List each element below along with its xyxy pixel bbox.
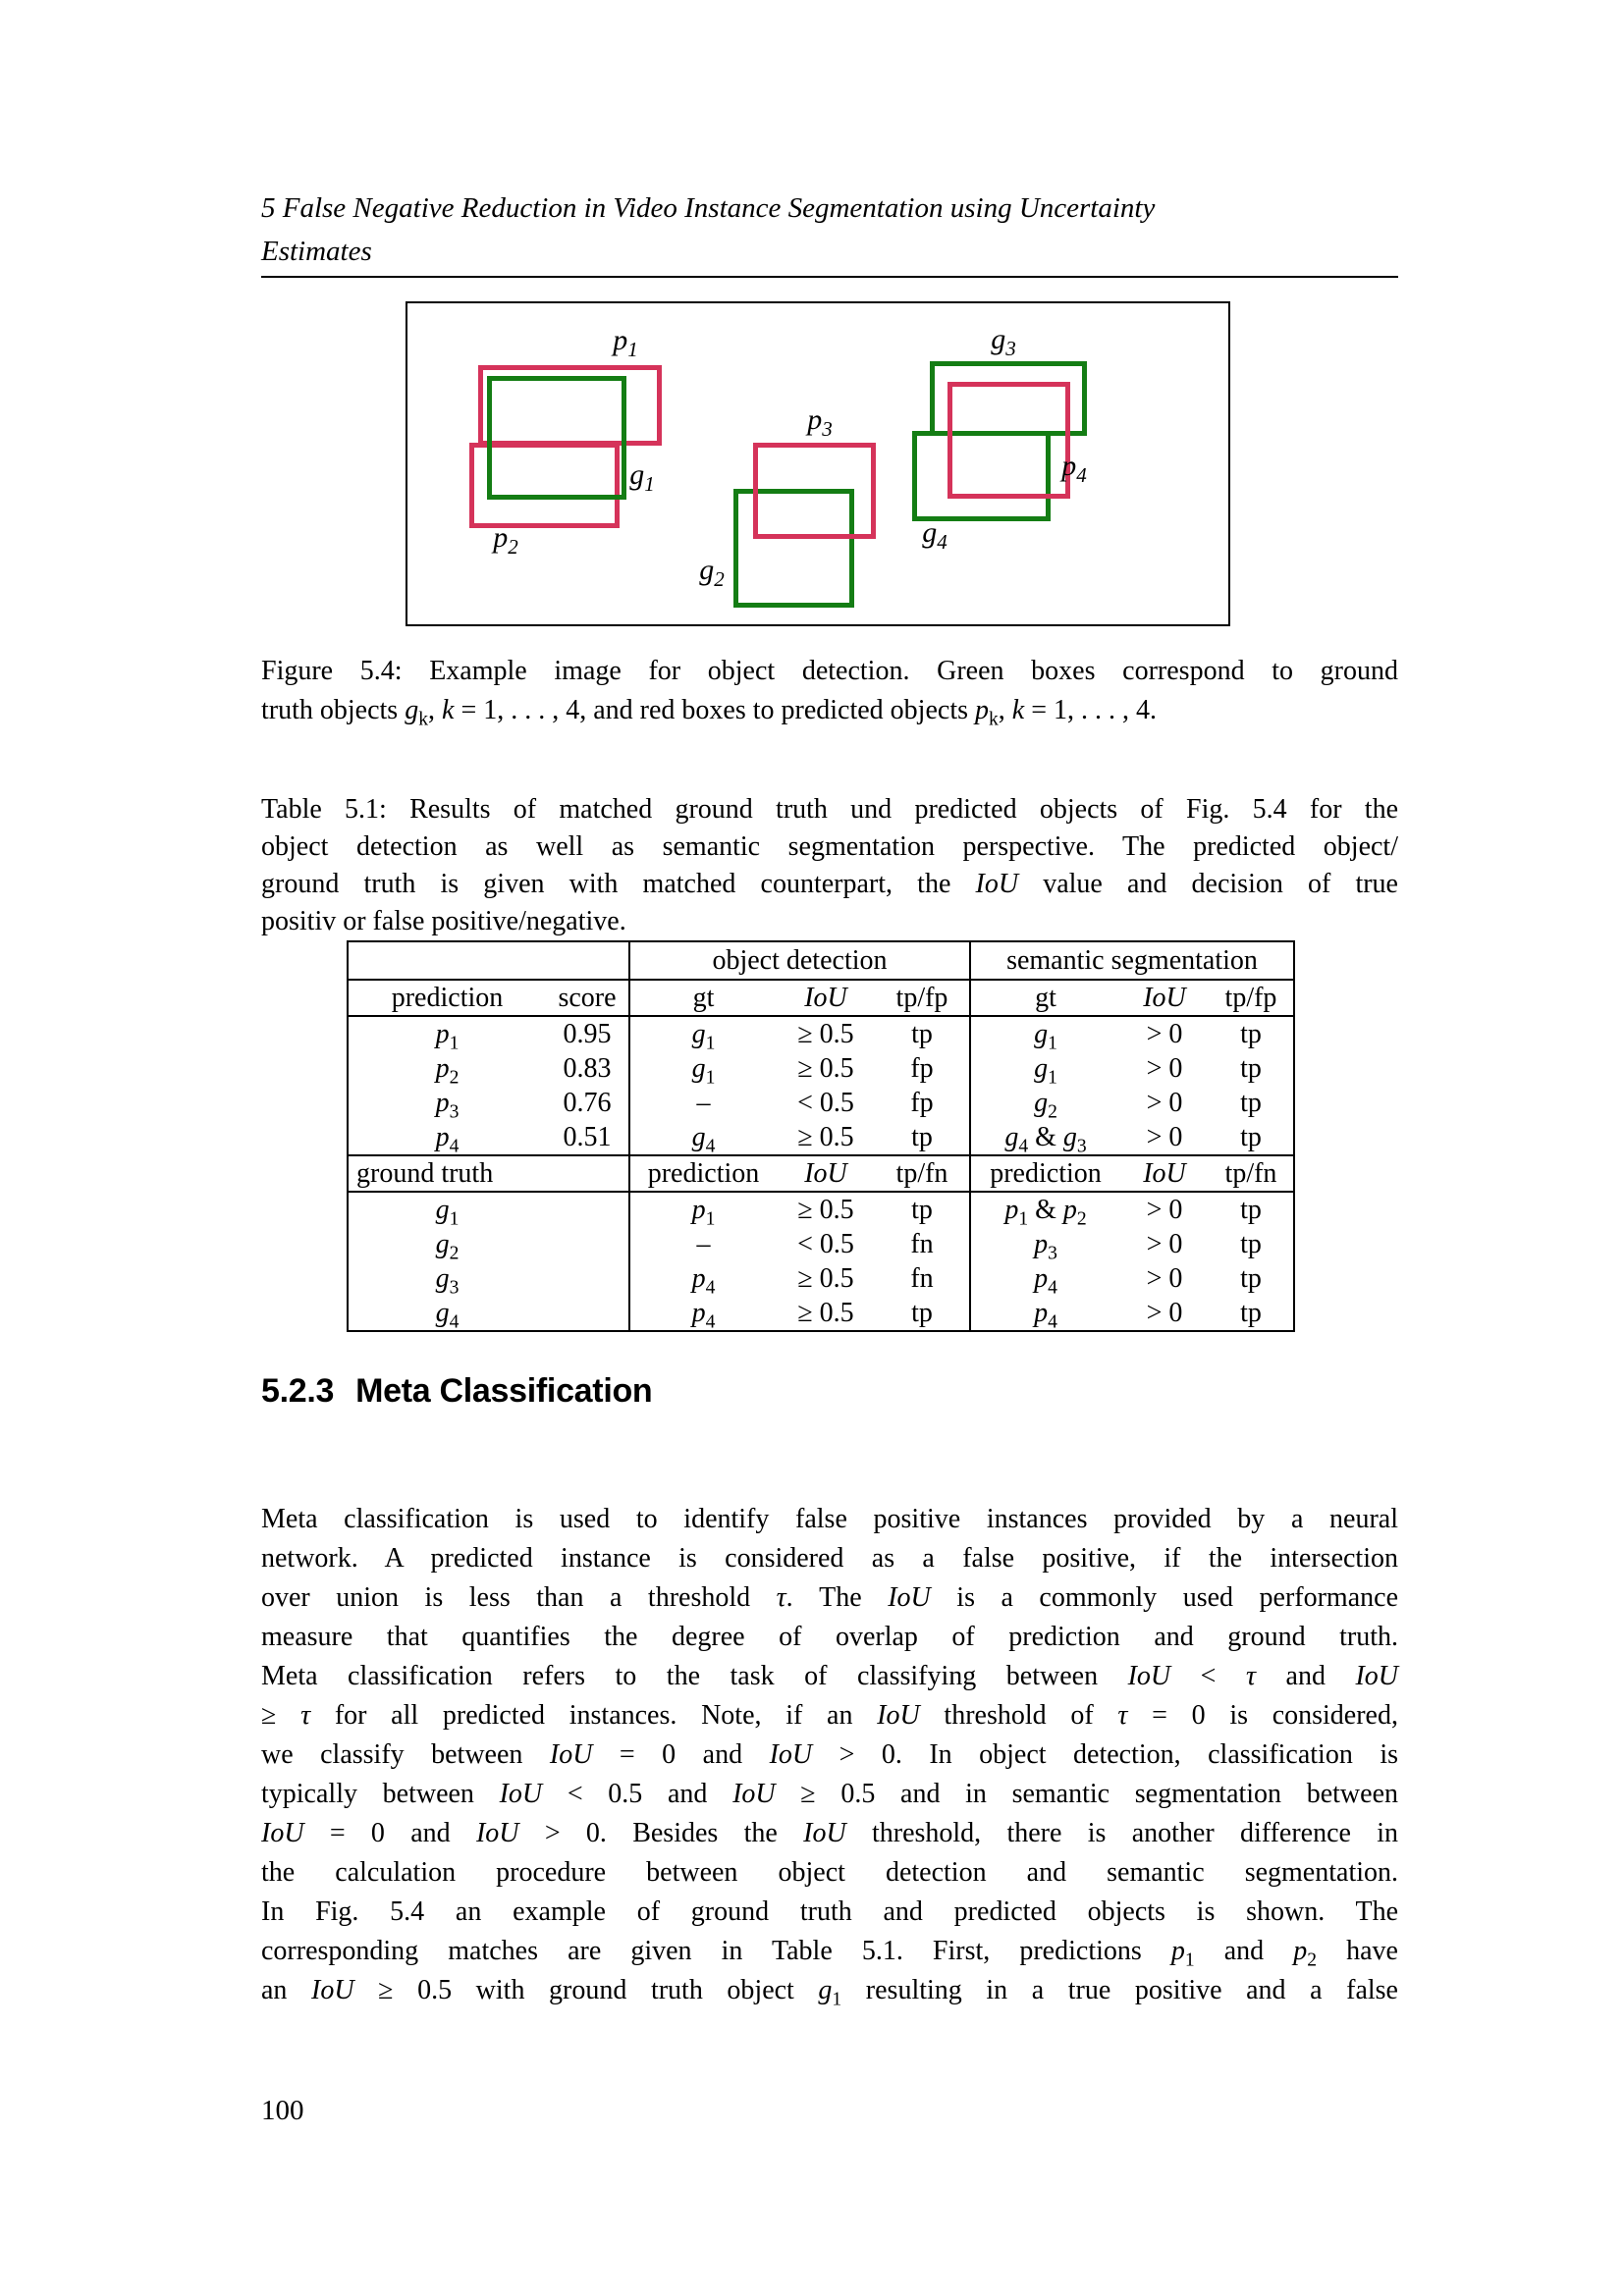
table-cell: $p_1$ & $p_2$ — [970, 1192, 1120, 1227]
column-header: tp/fp — [1209, 980, 1294, 1016]
figure-caption — [261, 652, 1398, 730]
column-header: IoU — [1120, 980, 1209, 1016]
table-cell: tp — [1240, 1052, 1262, 1084]
group-header-object-detection: object detection — [629, 941, 970, 980]
body-paragraph-line: typically between IoU < 0.5 and IoU ≥ 0.5 and in semantic segmentation between — [261, 1779, 1399, 1809]
empty-corner-cell — [348, 941, 629, 980]
body-paragraph-line: Meta classification is used to identify false positive instances provided by a neural — [261, 1504, 1398, 1534]
table-cell: $g_1$ — [629, 1051, 777, 1086]
section-header-ground-truth: ground truth — [348, 1155, 629, 1192]
table-cell: ≥ 0.5 — [777, 1192, 875, 1227]
box-label-g1: $g_1$ — [629, 458, 655, 496]
table-cell: $p_4$ — [970, 1296, 1120, 1331]
column-header: score — [546, 980, 629, 1016]
table-caption-line: object detection as well as semantic segmentation perspective. The predicted object/ — [261, 831, 1398, 862]
table-cell: tp — [1240, 1297, 1262, 1328]
table-cell: > 0 — [1146, 1121, 1183, 1152]
table-cell — [546, 1261, 629, 1296]
box-label-p1: $p_1$ — [613, 324, 638, 361]
table-cell: $p_4$ — [629, 1296, 777, 1331]
table-cell: > 0 — [1146, 1052, 1183, 1084]
box-label-g4: $g_4$ — [922, 516, 947, 554]
column-header: gt — [629, 980, 777, 1016]
table-cell: fp — [910, 1052, 934, 1084]
box-label-p3: $p_3$ — [807, 403, 833, 441]
table-cell: $g_4$ — [435, 1297, 460, 1331]
table-cell: < 0.5 — [797, 1228, 854, 1259]
section-heading — [261, 1372, 652, 1411]
figure-caption-line: Figure 5.4: Example image for object detection. Green boxes correspond to ground — [261, 656, 1398, 686]
table-cell — [546, 1296, 629, 1331]
table-cell: fp — [910, 1087, 934, 1118]
body-paragraph-line: the calculation procedure between object detection and semantic segmentation. — [261, 1857, 1398, 1888]
ground-truth-box-g1 — [487, 376, 626, 500]
table-cell: tp — [875, 1016, 970, 1051]
table-cell: > 0 — [1120, 1192, 1209, 1227]
table-cell: $g_3$ — [435, 1262, 460, 1296]
chapter-header-line-1: 5 False Negative Reduction in Video Instance Segmentation using Uncertainty — [261, 192, 1156, 224]
body-paragraph-line: over union is less than a threshold τ. The IoU is a commonly used performance — [261, 1582, 1398, 1613]
body-paragraph-line: ≥ τ for all predicted instances. Note, if an IoU threshold of τ = 0 is considered, — [261, 1700, 1398, 1731]
table-cell: ≥ 0.5 — [797, 1297, 854, 1328]
column-header: IoU — [777, 980, 875, 1016]
table-row — [348, 1120, 1294, 1155]
box-label-g3: $g_3$ — [991, 323, 1016, 360]
table-caption-line: positiv or false positive/negative. — [261, 906, 626, 936]
column-header: tp/fn — [1209, 1155, 1294, 1192]
table-cell: $p_1$ — [629, 1192, 777, 1227]
table-cell: < 0.5 — [797, 1087, 854, 1118]
page-number: 100 — [261, 2095, 304, 2126]
table-cell: $g_4$ & $g_3$ — [970, 1120, 1120, 1155]
table-row — [348, 1086, 1294, 1120]
table-cell: $p_4$ — [629, 1261, 777, 1296]
table-row — [348, 1261, 1294, 1296]
body-paragraph-line: an IoU ≥ 0.5 with ground truth object $g_1$ resulting in a true positive and a false — [261, 1975, 1398, 2010]
table-cell: ≥ 0.5 — [777, 1016, 875, 1051]
table-cell: > 0 — [1120, 1016, 1209, 1051]
column-header: tp/fn — [875, 1155, 970, 1192]
table-cell: > 0 — [1146, 1297, 1183, 1328]
box-label-g2: $g_2$ — [699, 554, 725, 591]
table-cell: tp — [875, 1192, 970, 1227]
body-paragraph-line: corresponding matches are given in Table 5.1. First, predictions $p_1$ and $p_2$ have — [261, 1936, 1398, 1971]
table-cell: $g_1$ — [970, 1051, 1120, 1086]
column-header: tp/fp — [875, 980, 970, 1016]
table-row — [348, 980, 1294, 1016]
table-cell: ≥ 0.5 — [797, 1052, 854, 1084]
body-paragraph-line: IoU = 0 and IoU > 0. Besides the IoU threshold, there is another difference in — [261, 1818, 1399, 1848]
table-cell: 0.83 — [563, 1052, 612, 1084]
table-cell — [546, 1192, 629, 1227]
table-cell: $g_4$ — [629, 1120, 777, 1155]
table-row — [348, 1192, 1294, 1227]
column-header: prediction — [348, 980, 546, 1016]
table-cell: $g_1$ — [970, 1016, 1120, 1051]
prediction-box-p4 — [947, 382, 1070, 499]
table-caption — [261, 791, 1398, 940]
table-cell: $p_2$ — [435, 1052, 460, 1086]
table-cell: > 0 — [1146, 1262, 1183, 1294]
figure-5-4-frame — [406, 301, 1230, 626]
table-cell: fn — [910, 1228, 934, 1259]
table-cell: $g_2$ — [435, 1228, 460, 1261]
table-cell: – — [629, 1227, 777, 1261]
table-cell: ≥ 0.5 — [797, 1121, 854, 1152]
body-paragraph-line: we classify between IoU = 0 and IoU > 0. In object detection, classification is — [261, 1739, 1398, 1770]
box-label-p4: $p_4$ — [1061, 450, 1087, 487]
table-cell: $g_1$ — [348, 1192, 546, 1227]
column-header: prediction — [970, 1155, 1120, 1192]
table-cell: $p_1$ — [348, 1016, 546, 1051]
table-caption-line: ground truth is given with matched counterpart, the IoU value and decision of true — [261, 869, 1398, 899]
table-cell: 0.51 — [563, 1121, 612, 1152]
table-cell: $p_3$ — [435, 1087, 460, 1120]
table-cell: tp — [911, 1297, 933, 1328]
chapter-header-line-2: Estimates — [261, 236, 372, 267]
table-cell: > 0 — [1146, 1087, 1183, 1118]
table-cell: 0.95 — [546, 1016, 629, 1051]
table-row — [348, 1296, 1294, 1331]
table-cell: tp — [1240, 1087, 1262, 1118]
section-number: 5.2.3 — [261, 1372, 335, 1410]
table-cell: fn — [910, 1262, 934, 1294]
table-cell: ≥ 0.5 — [797, 1262, 854, 1294]
table-cell: > 0 — [1146, 1228, 1183, 1259]
table-cell: 0.76 — [563, 1087, 612, 1118]
table-cell: $g_2$ — [970, 1086, 1120, 1120]
table-cell: tp — [1240, 1262, 1262, 1294]
table-row — [348, 1227, 1294, 1261]
body-paragraph-line: measure that quantifies the degree of overlap of prediction and ground truth. — [261, 1622, 1398, 1652]
table-cell: $p_4$ — [435, 1121, 460, 1155]
table-row — [348, 941, 1294, 980]
body-paragraph-line: Meta classification refers to the task of classifying between IoU < τ and IoU — [261, 1661, 1398, 1691]
table-cell — [546, 1227, 629, 1261]
column-header: IoU — [1120, 1155, 1209, 1192]
table-row — [348, 1155, 1294, 1192]
table-row — [348, 1016, 1294, 1051]
table-cell: tp — [1209, 1192, 1294, 1227]
body-paragraph — [261, 1500, 1398, 2010]
column-header: gt — [970, 980, 1120, 1016]
table-cell: – — [629, 1086, 777, 1120]
table-caption-line: Table 5.1: Results of matched ground truth und predicted objects of Fig. 5.4 for the — [261, 794, 1398, 825]
table-cell: $p_3$ — [970, 1227, 1120, 1261]
column-header: IoU — [777, 1155, 875, 1192]
body-paragraph-line: In Fig. 5.4 an example of ground truth and predicted objects is shown. The — [261, 1896, 1398, 1927]
group-header-semantic-segmentation: semantic segmentation — [970, 941, 1294, 980]
figure-caption-line: truth objects $g_k$, k = 1, . . . , 4, and red boxes to predicted objects $p_k$, k = 1, . . . , 4. — [261, 695, 1158, 730]
body-paragraph-line: network. A predicted instance is considered as a false positive, if the intersection — [261, 1543, 1398, 1574]
table-cell: tp — [911, 1121, 933, 1152]
column-header: prediction — [629, 1155, 777, 1192]
results-table — [347, 940, 1295, 1332]
table-cell: tp — [1240, 1121, 1262, 1152]
table-cell: tp — [1240, 1228, 1262, 1259]
running-header — [261, 187, 1398, 278]
box-label-p2: $p_2$ — [493, 521, 518, 559]
table-row — [348, 1051, 1294, 1086]
table-cell: tp — [1209, 1016, 1294, 1051]
prediction-box-p3 — [753, 443, 876, 539]
section-title: Meta Classification — [355, 1372, 653, 1410]
header-rule — [261, 276, 1398, 278]
table-cell: $p_4$ — [970, 1261, 1120, 1296]
table-cell: $g_1$ — [629, 1016, 777, 1051]
